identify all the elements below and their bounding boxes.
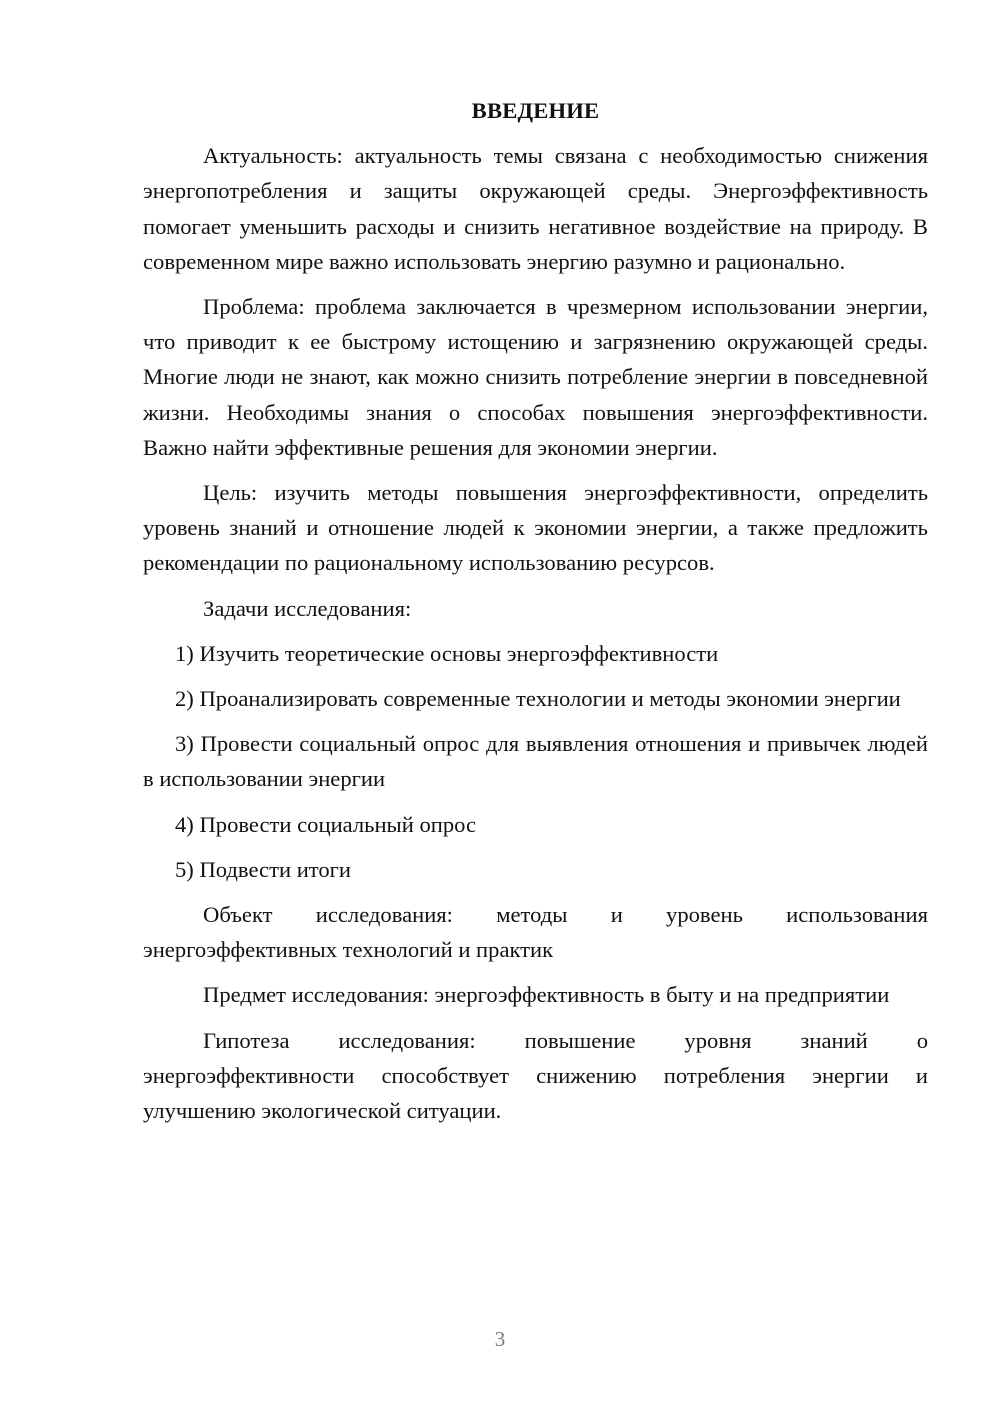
paragraph-goal: Цель: изучить методы повышения энергоэффективности, определить уровень знаний и отношение людей к экономии энергии, а также предложить рекомендации по рациональному использованию ресурсов.	[143, 480, 928, 576]
document-page	[143, 93, 928, 1138]
paragraph-problem: Проблема: проблема заключается в чрезмерном использовании энергии, что приводит к ее быстрому истощению и загрязнению окружающей среды. Многие люди не знают, как можно снизить потребление энергии в повседневной жизни. Необходимы знания о способах повышения энергоэффективности. Важно найти эффективные решения для экономии энергии.	[143, 294, 928, 460]
page-number: 3	[494, 1327, 506, 1351]
task-item: 3) Провести социальный опрос для выявления отношения и привычек людей в использовании энергии	[143, 731, 928, 792]
paragraph-subject: Предмет исследования: энергоэффективность в быту и на предприятии	[203, 982, 890, 1008]
paragraph-hypothesis: Гипотеза исследования: повышение уровня знаний о энергоэффективности способствует снижению потребления энергии и улучшению экологической ситуации.	[143, 1027, 928, 1124]
paragraph-object: Объект исследования: методы и уровень использования энергоэффективных технологий и практик	[143, 902, 928, 963]
paragraph-tasks-heading: Задачи исследования:	[203, 595, 412, 621]
task-item: 1) Изучить теоретические основы энергоэффективности	[175, 640, 719, 666]
task-item: 2) Проанализировать современные технологии и методы экономии энергии	[175, 686, 901, 712]
task-item: 5) Подвести итоги	[175, 856, 352, 882]
task-item: 4) Провести социальный опрос	[175, 811, 477, 837]
paragraph-relevance: Актуальность: актуальность темы связана с необходимостью снижения энергопотребления и защиты окружающей среды. Энергоэффективность помогает уменьшить расходы и снизить негативное воздействие на природу. В современном мире важно использовать энергию разумно и рационально.	[143, 143, 928, 274]
section-title: ВВЕДЕНИЕ	[471, 98, 600, 123]
